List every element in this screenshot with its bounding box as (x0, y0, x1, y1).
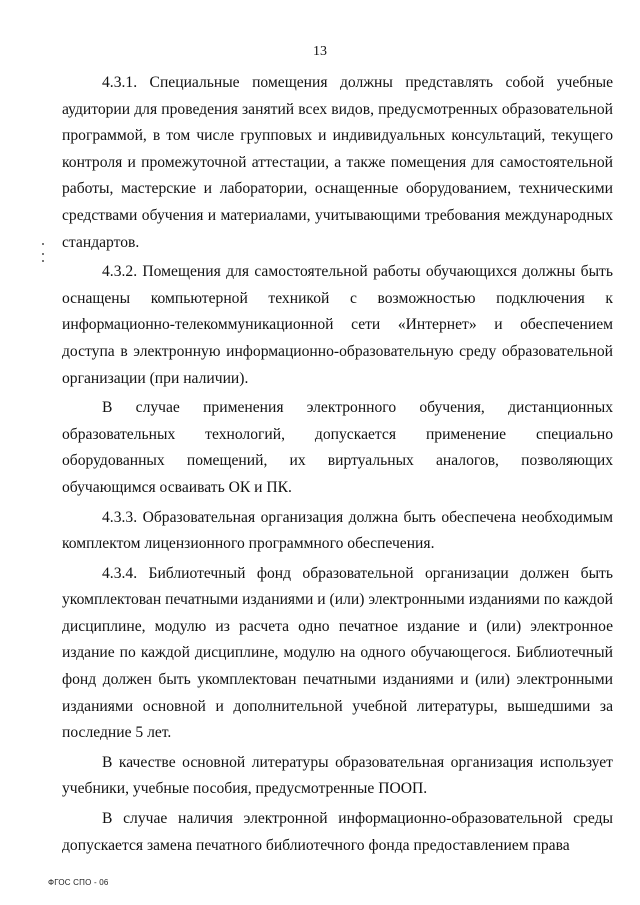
margin-mark (42, 253, 44, 255)
page-number: 13 (313, 44, 327, 59)
paragraph-main-literature: В качестве основной литературы образовательная организация использует учебники, учебные пособия, предусмотренные ПООП. (62, 753, 613, 798)
paragraph-electronic-environment: В случае наличия электронной информационно-образовательной среды допускается замена печатного библиотечного фонда предоставлением права (62, 810, 613, 854)
document-body (62, 70, 613, 862)
paragraph-4-3-1: 4.3.1. Специальные помещения должны представлять собой учебные аудитории для проведения занятий всех видов, предусмотренных образовательной программой, в том числе групповых и индивидуальных консультаций, текущего контроля и промежуточной аттестации, а также помещения для самостоятельной работы, мастерские и лаборатории, оснащенные оборудованием, техническими средствами обучения и материалами, учитывающими требования международных стандартов. (62, 74, 613, 251)
paragraph-4-3-2: 4.3.2. Помещения для самостоятельной работы обучающихся должны быть оснащены компьютерной техникой с возможностью подключения к информационно-телекоммуникационной сети «Интернет» и обеспечением доступа в электронную информационно-образовательную среду образовательной организации (при наличии). (62, 263, 613, 387)
margin-mark (42, 260, 44, 262)
margin-mark (42, 243, 44, 245)
paragraph-4-3-3: 4.3.3. Образовательная организация должна быть обеспечена необходимым комплектом лицензионного программного обеспечения. (62, 508, 613, 553)
footer-code: ФГОС СПО - 06 (48, 878, 109, 887)
paragraph-4-3-4: 4.3.4. Библиотечный фонд образовательной организации должен быть укомплектован печатными изданиями и (или) электронными изданиями по каждой дисциплине, модулю из расчета одно печатное издание и (или) электронное издание по каждой дисциплине, модулю на одного обучающегося. Библиотечный фонд должен быть укомплектован печатными изданиями и (или) электронными изданиями основной и дополнительной учебной литературы, вышедшими за последние 5 лет. (62, 564, 613, 742)
paragraph-distance-learning: В случае применения электронного обучения, дистанционных образовательных технологий, допускается применение специально оборудованных помещений, их виртуальных аналогов, позволяющих обучающимся осваивать ОК и ПК. (62, 399, 613, 496)
